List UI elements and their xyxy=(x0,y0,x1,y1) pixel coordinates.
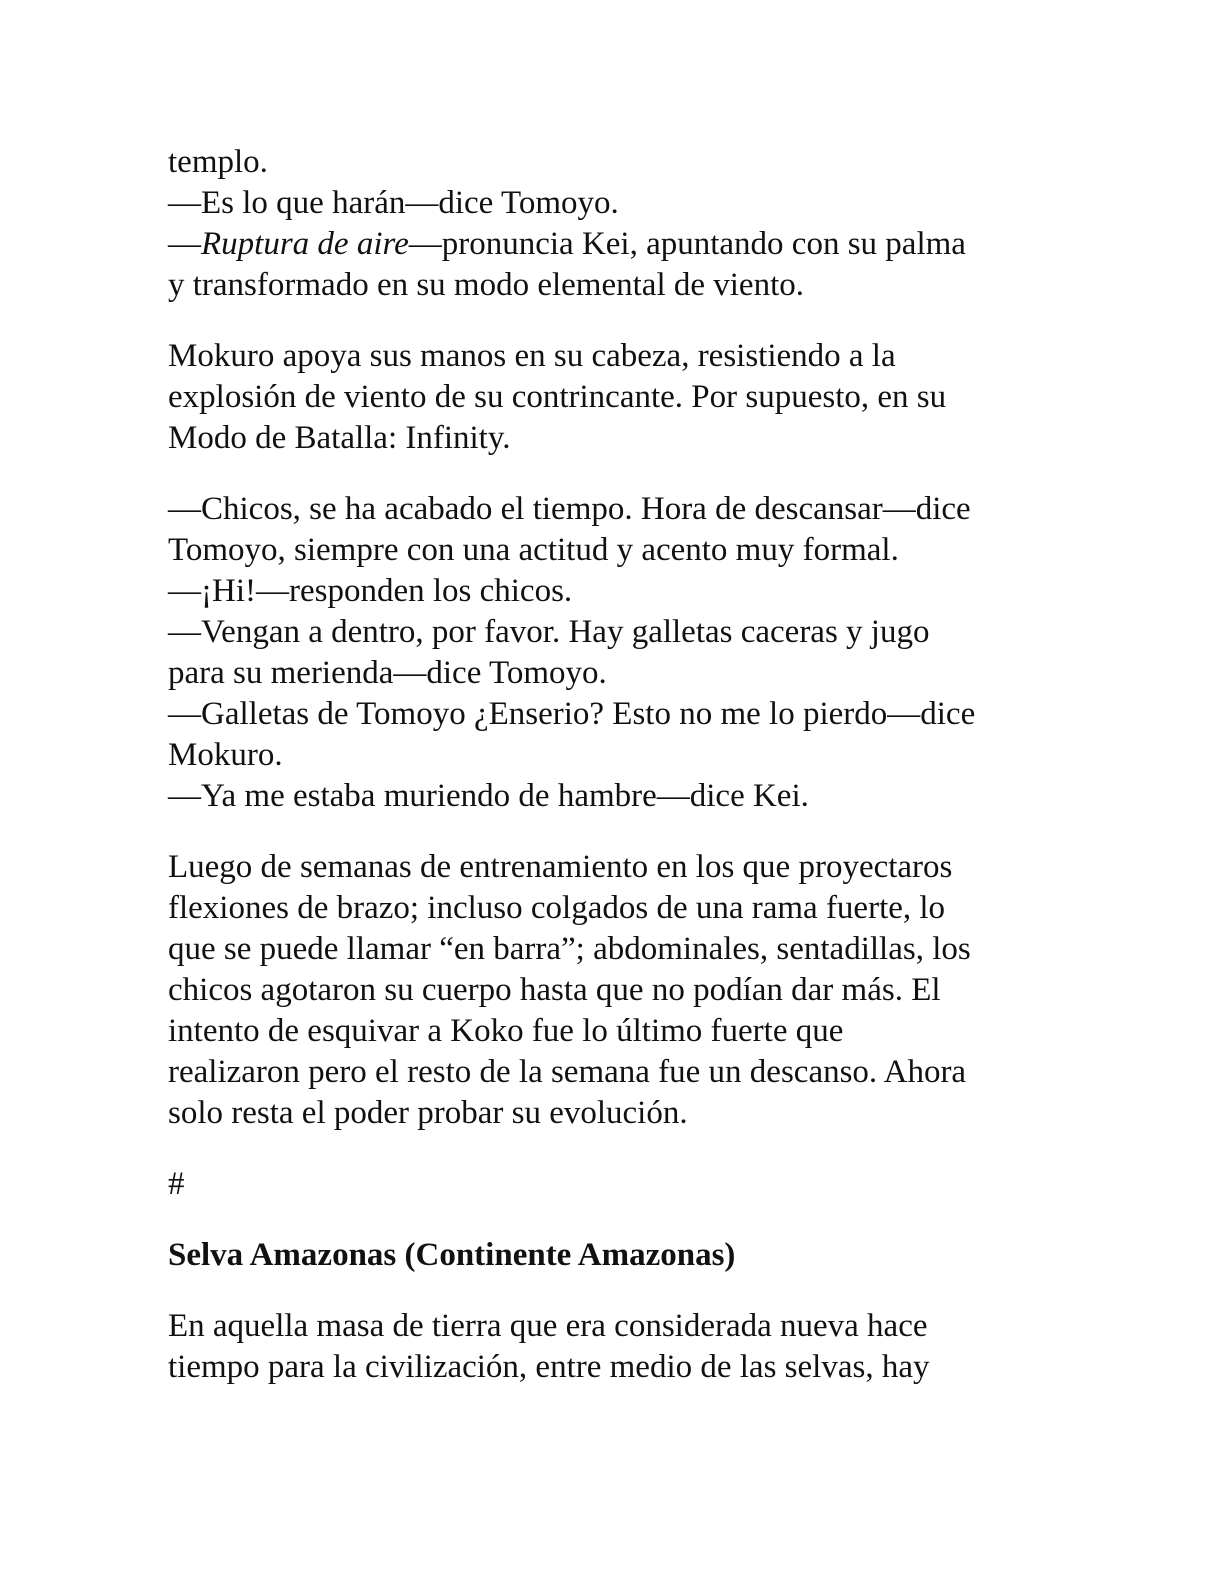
text-line: Modo de Batalla: Infinity. xyxy=(168,420,511,456)
italic-spell-name: Ruptura de aire xyxy=(201,226,409,262)
text-line: y transformado en su modo elemental de viento. xyxy=(168,267,804,303)
text-line: templo. xyxy=(168,144,268,180)
text-line: En aquella masa de tierra que era considerada nueva hace xyxy=(168,1308,928,1344)
text-line-with-italic xyxy=(168,224,1058,265)
text-line: que se puede llamar “en barra”; abdominales, sentadillas, los xyxy=(168,931,971,967)
text-line: para su merienda—dice Tomoyo. xyxy=(168,655,607,691)
paragraph-gap xyxy=(168,459,1058,489)
paragraph-gap xyxy=(168,817,1058,847)
line-suffix: —pronuncia Kei, apuntando con su palma xyxy=(408,226,966,262)
paragraph-gap xyxy=(168,1205,1058,1235)
document-page xyxy=(168,142,1058,1388)
text-line: flexiones de brazo; incluso colgados de una rama fuerte, lo xyxy=(168,890,946,926)
section-heading-block xyxy=(168,1235,1058,1276)
text-line: —Ya me estaba muriendo de hambre—dice Kei. xyxy=(168,778,809,814)
section-heading: Selva Amazonas (Continente Amazonas) xyxy=(168,1237,736,1273)
text-line: —Es lo que harán—dice Tomoyo. xyxy=(168,185,619,221)
text-line: solo resta el poder probar su evolución. xyxy=(168,1095,688,1131)
paragraph-training xyxy=(168,847,1058,1134)
text-line: explosión de viento de su contrincante. Por supuesto, en su xyxy=(168,379,947,415)
text-line: Tomoyo, siempre con una actitud y acento muy formal. xyxy=(168,532,899,568)
paragraph-mokuro xyxy=(168,336,1058,459)
text-line: chicos agotaron su cuerpo hasta que no podían dar más. El xyxy=(168,972,941,1008)
text-line: Mokuro. xyxy=(168,737,283,773)
paragraph-dialogue-break xyxy=(168,489,1058,817)
text-line: intento de esquivar a Koko fue lo último fuerte que xyxy=(168,1013,844,1049)
text-line: Luego de semanas de entrenamiento en los que proyectaros xyxy=(168,849,953,885)
text-line: —Galletas de Tomoyo ¿Enserio? Esto no me lo pierdo—dice xyxy=(168,696,976,732)
paragraph-dialogue-opening xyxy=(168,142,1058,306)
text-line: —¡Hi!—responden los chicos. xyxy=(168,573,573,609)
paragraph-gap xyxy=(168,1134,1058,1164)
scene-break xyxy=(168,1164,1058,1205)
text-line: realizaron pero el resto de la semana fue un descanso. Ahora xyxy=(168,1054,967,1090)
paragraph-amazonas xyxy=(168,1306,1058,1388)
paragraph-gap xyxy=(168,306,1058,336)
text-line: Mokuro apoya sus manos en su cabeza, resistiendo a la xyxy=(168,338,896,374)
text-line: —Vengan a dentro, por favor. Hay galletas caceras y jugo xyxy=(168,614,930,650)
text-line: tiempo para la civilización, entre medio de las selvas, hay xyxy=(168,1349,930,1385)
scene-break-marker: # xyxy=(168,1166,185,1202)
line-prefix: — xyxy=(168,226,201,262)
paragraph-gap xyxy=(168,1276,1058,1306)
text-line: —Chicos, se ha acabado el tiempo. Hora de descansar—dice xyxy=(168,491,971,527)
